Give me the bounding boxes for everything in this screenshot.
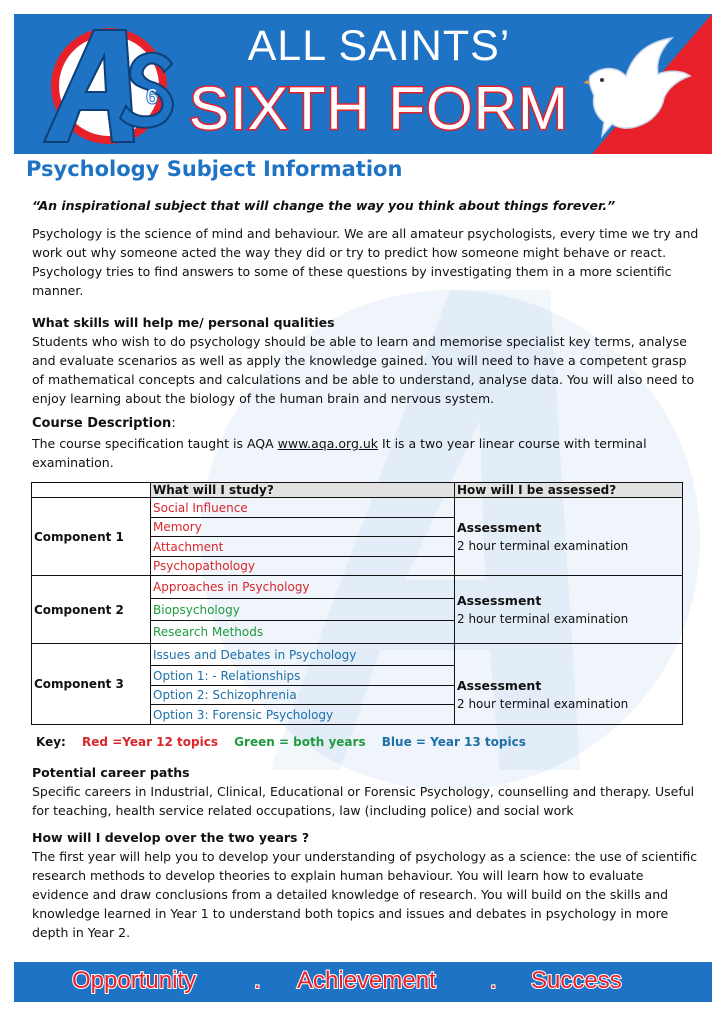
assessment-title: Assessment <box>457 592 542 608</box>
header-banner <box>14 14 712 154</box>
key-label: Key: <box>36 735 66 749</box>
careers-heading: Potential career paths <box>32 765 190 780</box>
careers-paragraph: Specific careers in Industrial, Clinical, Educational or Forensic Psychology, counselling and therapy. Useful for teaching, health service related occupations, law (including police) and social work <box>32 784 695 818</box>
course-paragraph <box>32 434 702 472</box>
assessment-spacer-cell <box>455 643 683 666</box>
aqa-link[interactable]: www.aqa.org.uk <box>277 436 379 451</box>
footer-opportunity: Opportunity <box>72 967 197 994</box>
topic-cell: Issues and Debates in Psychology <box>151 643 455 666</box>
footer-achievement: Achievement <box>297 967 436 994</box>
topic-cell: Social Influence <box>151 498 455 517</box>
develop-heading: How will I develop over the two years ? <box>32 830 310 845</box>
assessment-detail: 2 hour terminal examination <box>457 538 629 553</box>
topic-cell: Attachment <box>151 537 455 556</box>
intro-paragraph: Psychology is the science of mind and behaviour. We are all amateur psychologists, every time we try and work out why someone acted the way they did or try to predict how someone might behave or react. Psychology tries to find answers to some of these questions by investigating them in a more scientific manner. <box>32 226 699 298</box>
topic-cell: Option 1: - Relationships <box>151 666 455 685</box>
table-header-study: What will I study? <box>151 483 455 498</box>
header-title-line2: SIXTH FORM <box>189 75 569 142</box>
footer-success: Success <box>531 967 622 994</box>
assessment-cell <box>455 498 683 576</box>
course-text-before: The course specification taught is AQA <box>32 436 278 451</box>
topic-cell: Memory <box>151 517 455 536</box>
course-text-after: It is a two year linear course with terminal examination. <box>32 436 647 470</box>
table-row <box>32 643 683 666</box>
topic-cell: Research Methods <box>151 621 455 644</box>
table-header-blank <box>32 483 151 498</box>
page-title: Psychology Subject Information <box>26 157 403 181</box>
table-row <box>32 576 683 599</box>
assessment-title: Assessment <box>457 519 542 535</box>
logo-six: 6 <box>146 84 159 109</box>
assessment-detail: 2 hour terminal examination <box>457 611 629 626</box>
table-row <box>32 498 683 517</box>
as6-logo <box>34 22 184 148</box>
topic-cell: Option 3: Forensic Psychology <box>151 705 455 725</box>
colour-key <box>36 735 538 749</box>
footer-separator: . <box>490 967 497 994</box>
component-name: Component 3 <box>32 643 151 724</box>
key-green: Green = both years <box>234 735 366 749</box>
table-header-row <box>32 483 683 498</box>
develop-paragraph: The first year will help you to develop your understanding of psychology as a science: the use of scientific research methods to develop theories to explain human behaviour. You will learn how to evaluate evidence and draw conclusions from a detailed knowledge of research. You will build on the skills and knowledge learned in Year 1 to understand both topics and issues and debates in psychology in more depth in Year 2. <box>32 849 698 940</box>
skills-heading: What skills will help me/ personal qualities <box>32 315 335 330</box>
assessment-title: Assessment <box>457 677 542 693</box>
component-name: Component 1 <box>32 498 151 576</box>
course-table <box>31 482 683 725</box>
dove-icon <box>582 36 694 146</box>
skills-paragraph: Students who wish to do psychology should be able to learn and memorise specialist key terms, analyse and evaluate scenarios as well as apply the knowledge gained. You will need to have a competent grasp of mathematical concepts and calculations and be able to understand, analyse data. You will also need to enjoy learning about the biology of the human brain and nervous system. <box>32 334 695 406</box>
table-header-assessed: How will I be assessed? <box>455 483 683 498</box>
assessment-cell <box>455 576 683 644</box>
topic-cell: Psychopathology <box>151 556 455 575</box>
topic-cell: Biopsychology <box>151 598 455 621</box>
key-red: Red =Year 12 topics <box>82 735 218 749</box>
assessment-cell <box>455 666 683 725</box>
assessment-detail: 2 hour terminal examination <box>457 696 629 711</box>
subject-quote: “An inspirational subject that will change the way you think about things forever.” <box>32 198 616 213</box>
footer-separator: . <box>254 967 261 994</box>
topic-cell: Option 2: Schizophrenia <box>151 685 455 704</box>
header-title-line1: ALL SAINTS’ <box>247 22 511 70</box>
topic-cell: Approaches in Psychology <box>151 576 455 599</box>
footer-banner <box>14 962 712 1002</box>
course-heading-text: Course Description <box>32 416 172 431</box>
key-blue: Blue = Year 13 topics <box>381 735 526 749</box>
component-name: Component 2 <box>32 576 151 644</box>
course-heading: Course Description: <box>32 416 176 431</box>
